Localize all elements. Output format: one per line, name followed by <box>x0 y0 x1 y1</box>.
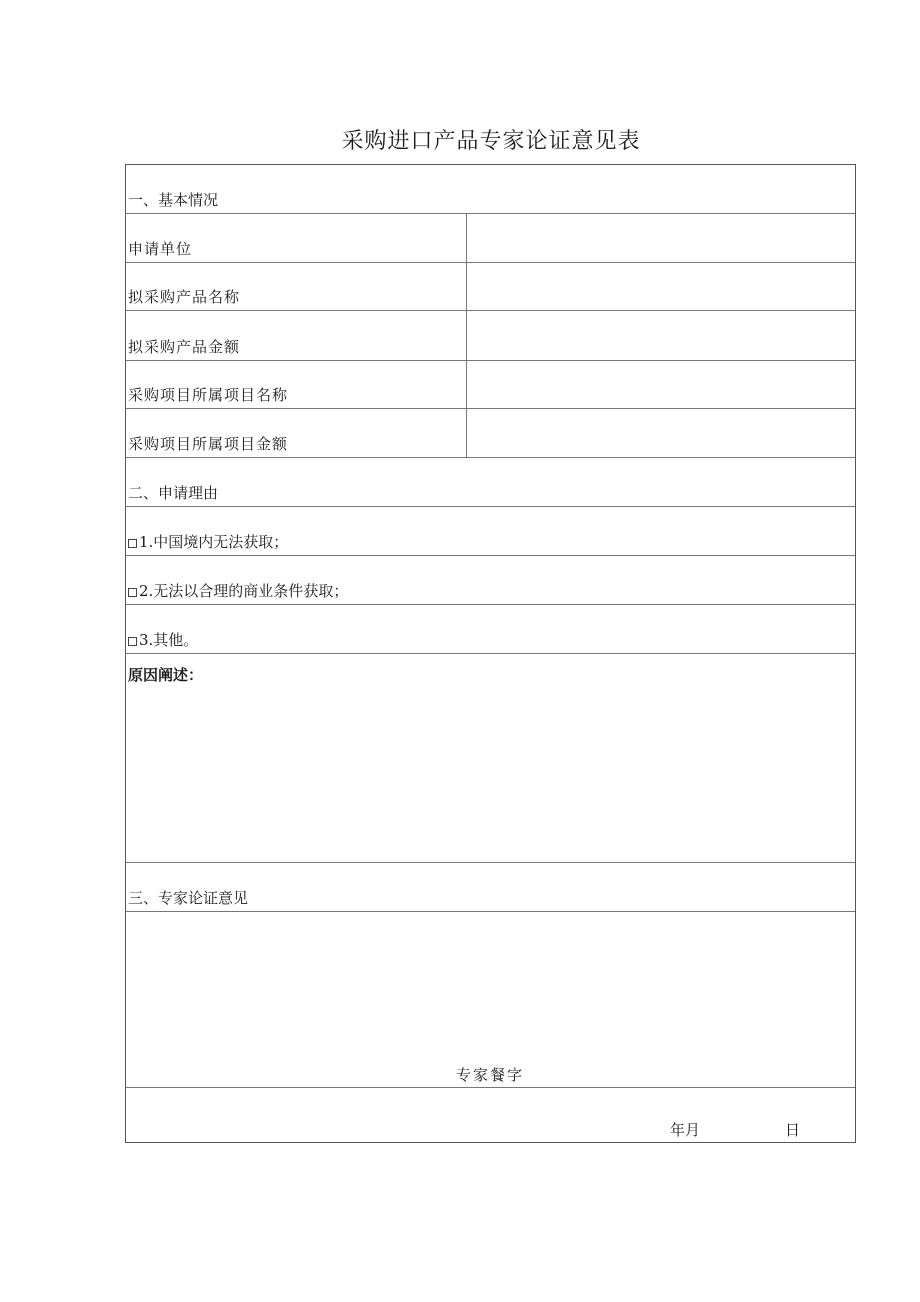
option-1[interactable] <box>128 531 288 552</box>
date-day: 日 <box>785 1121 801 1139</box>
section-expert-heading-row <box>126 863 855 912</box>
table-row-project-name <box>126 361 855 409</box>
expert-signature-label: 专家餐字 <box>456 1066 525 1084</box>
applicant-label: 申请单位 <box>128 240 193 258</box>
checkbox-icon[interactable] <box>128 637 137 646</box>
project-amount-field[interactable] <box>467 409 855 457</box>
reason-explanation-row[interactable] <box>126 654 855 863</box>
project-name-label: 采购项目所属项目名称 <box>128 386 289 404</box>
section-basic-heading-row <box>126 165 855 214</box>
option-3[interactable] <box>128 629 198 650</box>
product-name-field[interactable] <box>467 263 855 310</box>
option-row-3 <box>126 605 855 654</box>
checkbox-icon[interactable] <box>128 588 137 597</box>
page-title: 采购进口产品专家论证意见表 <box>341 129 641 154</box>
section-reason-heading-row <box>126 458 855 507</box>
section-expert-heading: 三、专家论证意见 <box>128 889 249 907</box>
option-row-2 <box>126 556 855 605</box>
section-basic-heading: 一、基本情况 <box>128 191 219 209</box>
option-row-1 <box>126 507 855 556</box>
option-1-text: 1.中国境内无法获取； <box>139 533 289 551</box>
reason-label: 原因阐述： <box>128 666 204 684</box>
table-row-applicant <box>126 214 855 263</box>
product-name-label: 拟采购产品名称 <box>128 288 241 306</box>
form-table <box>125 164 856 1143</box>
option-2[interactable] <box>128 580 348 601</box>
table-row-project-amount <box>126 409 855 458</box>
product-amount-field[interactable] <box>467 311 855 360</box>
table-row-product-name <box>126 263 855 311</box>
option-2-text: 2.无法以合理的商业条件获取； <box>139 582 349 600</box>
option-3-text: 3.其他。 <box>139 631 199 649</box>
table-row-product-amount <box>126 311 855 361</box>
checkbox-icon[interactable] <box>128 539 137 548</box>
applicant-field[interactable] <box>467 214 855 262</box>
project-name-field[interactable] <box>467 361 855 408</box>
date-year-month: 年月 <box>670 1121 701 1139</box>
product-amount-label: 拟采购产品金额 <box>128 338 241 356</box>
date-row[interactable] <box>126 1088 855 1142</box>
expert-opinion-area[interactable] <box>126 912 855 1088</box>
project-amount-label: 采购项目所属项目金额 <box>128 435 289 453</box>
section-reason-heading: 二、申请理由 <box>128 484 219 502</box>
